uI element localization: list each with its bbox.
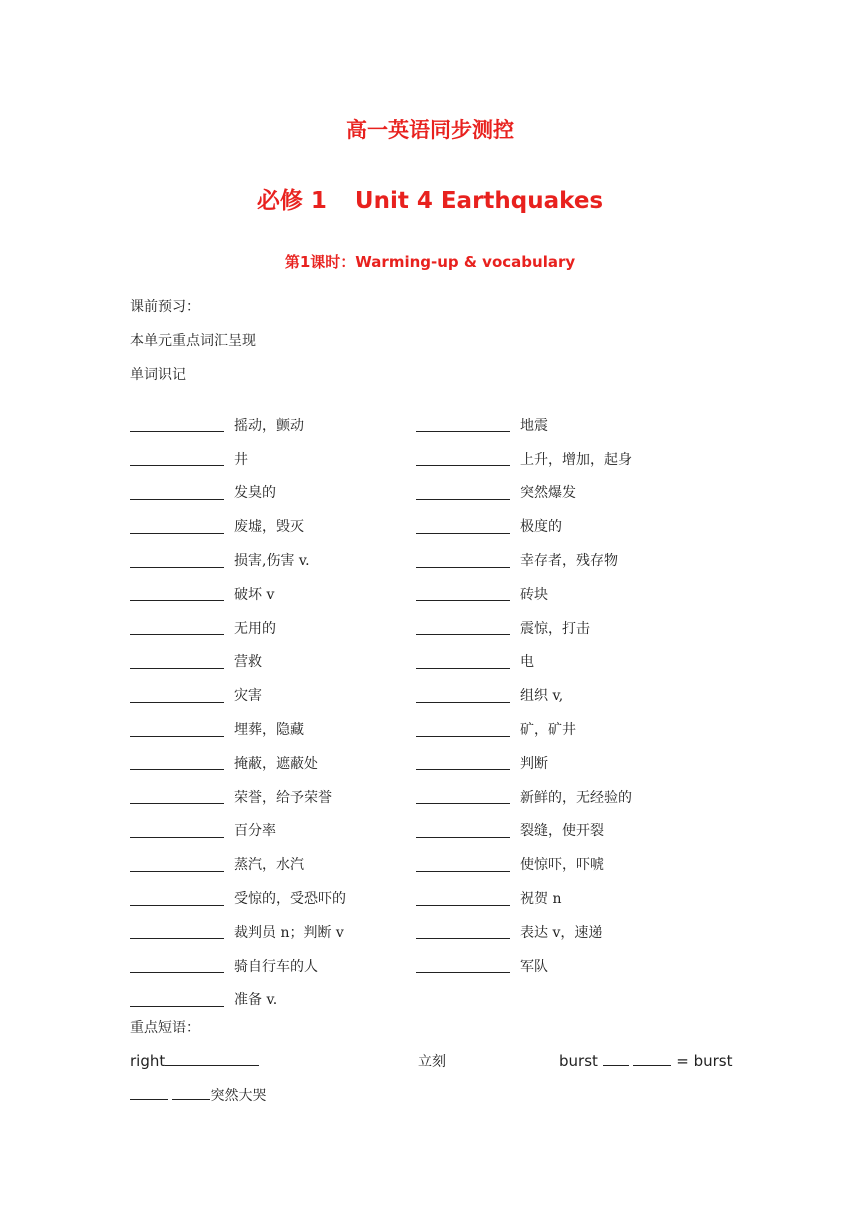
answer-blank[interactable] — [130, 755, 224, 770]
vocab-meaning: 幸存者，残存物 — [520, 553, 618, 570]
phrase-burst-meaning: 突然大哭 — [210, 1088, 267, 1104]
answer-blank[interactable] — [416, 857, 510, 872]
answer-blank[interactable] — [130, 553, 224, 568]
answer-blank[interactable] — [130, 992, 224, 1007]
vocab-item — [130, 645, 416, 679]
phrase-burst-eq: = burst — [676, 1052, 733, 1070]
vocab-row — [130, 611, 770, 645]
vocab-meaning: 摇动，颤动 — [234, 417, 304, 434]
vocab-row — [130, 847, 770, 881]
answer-blank[interactable] — [416, 519, 510, 534]
vocab-meaning: 骑自行车的人 — [234, 958, 318, 975]
answer-blank[interactable] — [130, 924, 224, 939]
vocab-row — [130, 442, 770, 476]
vocab-row — [130, 543, 770, 577]
vocab-item — [416, 915, 702, 949]
answer-blank[interactable] — [416, 722, 510, 737]
vocab-item — [416, 543, 702, 577]
vocab-meaning: 掩蔽，遮蔽处 — [234, 755, 318, 772]
vocab-meaning: 发臭的 — [234, 485, 276, 502]
phrase-burst-blank-2[interactable] — [633, 1051, 671, 1066]
vocab-item — [130, 881, 416, 915]
vocab-item — [416, 476, 702, 510]
vocab-item — [130, 408, 416, 442]
vocab-row — [130, 509, 770, 543]
answer-blank[interactable] — [130, 823, 224, 838]
vocab-meaning: 砖块 — [520, 586, 548, 603]
vocab-item — [130, 509, 416, 543]
vocab-meaning: 新鲜的，无经验的 — [520, 789, 632, 806]
answer-blank[interactable] — [416, 586, 510, 601]
answer-blank[interactable] — [130, 620, 224, 635]
vocab-row — [130, 983, 770, 1017]
vocab-meaning: 百分率 — [234, 823, 276, 840]
answer-blank[interactable] — [130, 417, 224, 432]
phrase-right-away — [130, 1051, 259, 1070]
vocab-item — [130, 543, 416, 577]
vocab-row — [130, 780, 770, 814]
vocab-row — [130, 408, 770, 442]
vocab-meaning: 埋葬，隐藏 — [234, 722, 304, 739]
vocab-meaning: 电 — [520, 654, 534, 671]
answer-blank[interactable] — [130, 485, 224, 500]
phrase-burst-prefix: burst — [559, 1052, 598, 1070]
vocab-item — [130, 476, 416, 510]
answer-blank[interactable] — [416, 958, 510, 973]
key-phrases-label: 重点短语： — [130, 1020, 200, 1036]
phrase-right-prefix: right — [130, 1052, 166, 1070]
vocab-meaning: 裂缝，使开裂 — [520, 823, 604, 840]
answer-blank[interactable] — [416, 823, 510, 838]
vocab-item — [416, 611, 702, 645]
answer-blank[interactable] — [416, 620, 510, 635]
vocabulary-list — [130, 408, 770, 1016]
vocab-item — [416, 408, 702, 442]
answer-blank[interactable] — [416, 789, 510, 804]
vocab-row — [130, 577, 770, 611]
answer-blank[interactable] — [416, 417, 510, 432]
answer-blank[interactable] — [130, 857, 224, 872]
answer-blank[interactable] — [130, 688, 224, 703]
vocab-row — [130, 746, 770, 780]
vocab-meaning: 极度的 — [520, 519, 562, 536]
vocab-row — [130, 881, 770, 915]
vocab-meaning: 震惊，打击 — [520, 620, 590, 637]
vocab-item — [130, 949, 416, 983]
unit-heading — [0, 182, 860, 215]
vocab-item — [130, 712, 416, 746]
answer-blank[interactable] — [416, 553, 510, 568]
vocab-meaning: 蒸汽，水汽 — [234, 857, 304, 874]
vocab-meaning: 废墟，毁灭 — [234, 519, 304, 536]
answer-blank[interactable] — [416, 755, 510, 770]
vocab-row — [130, 645, 770, 679]
page-title: 高一英语同步测控 — [346, 117, 514, 142]
answer-blank[interactable] — [416, 451, 510, 466]
answer-blank[interactable] — [130, 654, 224, 669]
phrase-burst-blank-3[interactable] — [130, 1085, 168, 1100]
vocab-item — [416, 983, 702, 1017]
vocab-meaning: 表达 v，速递 — [520, 924, 603, 941]
phrase-burst-line2 — [130, 1085, 266, 1105]
vocab-row — [130, 915, 770, 949]
vocab-item — [130, 983, 416, 1017]
answer-blank[interactable] — [416, 688, 510, 703]
vocab-item — [416, 678, 702, 712]
unit-label: Unit 4 Earthquakes — [354, 188, 604, 214]
vocab-item — [416, 577, 702, 611]
answer-blank[interactable] — [416, 891, 510, 906]
vocab-item — [130, 780, 416, 814]
vocab-item — [416, 712, 702, 746]
answer-blank[interactable] — [130, 519, 224, 534]
vocab-meaning: 受惊的，受恐吓的 — [234, 891, 346, 908]
vocab-item — [416, 509, 702, 543]
vocab-meaning: 使惊吓，吓唬 — [520, 857, 604, 874]
vocab-item — [416, 645, 702, 679]
vocab-item — [416, 442, 702, 476]
vocab-item — [130, 814, 416, 848]
vocab-meaning: 破坏 v — [234, 586, 275, 603]
answer-blank[interactable] — [130, 891, 224, 906]
phrase-right-meaning: 立刻 — [418, 1054, 446, 1070]
phrase-right-blank[interactable] — [165, 1051, 259, 1066]
module-label: 必修 1 — [256, 188, 327, 214]
vocab-row — [130, 476, 770, 510]
phrase-burst-blank-4[interactable] — [172, 1085, 210, 1100]
vocab-item — [130, 678, 416, 712]
vocab-meaning: 矿，矿井 — [520, 722, 576, 739]
lesson-heading: 第1课时：Warming-up & vocabulary — [284, 253, 576, 271]
vocab-meaning: 突然爆发 — [520, 485, 576, 502]
answer-blank[interactable] — [416, 485, 510, 500]
vocab-item — [416, 780, 702, 814]
vocab-item — [130, 847, 416, 881]
answer-blank[interactable] — [130, 451, 224, 466]
preview-label: 课前预习： — [130, 299, 200, 315]
phrase-burst-blank-1[interactable] — [603, 1051, 629, 1066]
vocab-meaning: 井 — [234, 451, 248, 468]
vocab-row — [130, 814, 770, 848]
vocab-row — [130, 712, 770, 746]
vocab-row — [130, 678, 770, 712]
vocab-meaning: 组织 v, — [520, 688, 564, 705]
vocab-item — [130, 746, 416, 780]
vocab-meaning: 荣誉，给予荣誉 — [234, 789, 332, 806]
vocab-meaning: 裁判员 n；判断 v — [234, 924, 344, 941]
vocab-item — [416, 746, 702, 780]
vocab-item — [416, 847, 702, 881]
answer-blank[interactable] — [130, 722, 224, 737]
key-vocab-label: 本单元重点词汇呈现 — [130, 333, 256, 349]
phrase-burst — [559, 1051, 732, 1070]
vocab-item — [416, 881, 702, 915]
vocab-meaning: 灾害 — [234, 688, 262, 705]
vocab-meaning: 军队 — [520, 958, 548, 975]
vocab-meaning: 营救 — [234, 654, 262, 671]
vocab-item — [416, 949, 702, 983]
answer-blank[interactable] — [130, 586, 224, 601]
vocab-meaning: 损害,伤害 v. — [234, 553, 310, 570]
vocab-row — [130, 949, 770, 983]
vocab-item — [130, 442, 416, 476]
vocab-meaning: 判断 — [520, 755, 548, 772]
answer-blank[interactable] — [130, 789, 224, 804]
vocab-item — [130, 915, 416, 949]
answer-blank[interactable] — [130, 958, 224, 973]
vocab-meaning: 上升，增加，起身 — [520, 451, 632, 468]
vocab-meaning: 无用的 — [234, 620, 276, 637]
vocab-meaning: 地震 — [520, 417, 548, 434]
vocab-meaning: 准备 v. — [234, 992, 278, 1009]
word-memory-label: 单词识记 — [130, 367, 186, 383]
answer-blank[interactable] — [416, 924, 510, 939]
answer-blank[interactable] — [416, 654, 510, 669]
vocab-item — [416, 814, 702, 848]
vocab-item — [130, 577, 416, 611]
vocab-item — [130, 611, 416, 645]
vocab-meaning: 祝贺 n — [520, 891, 562, 908]
